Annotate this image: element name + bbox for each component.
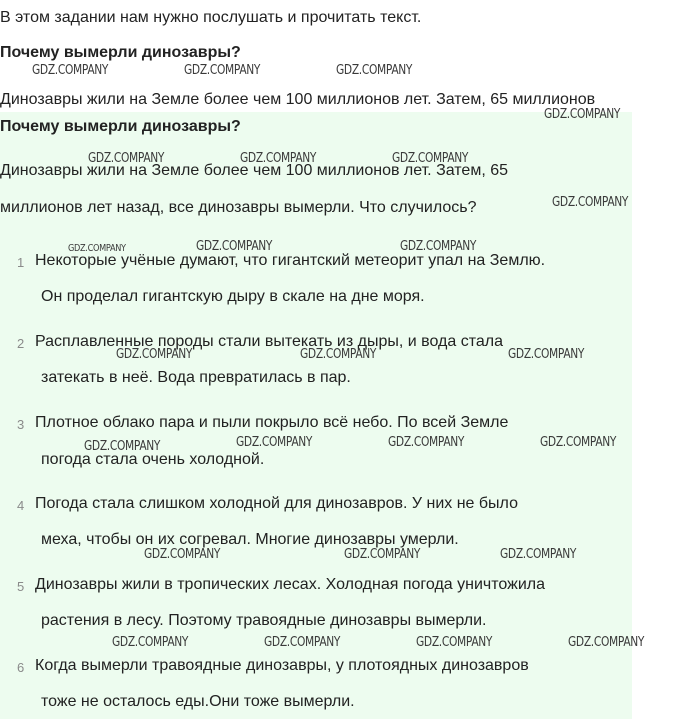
- item-line: растения в лесу. Поэтому травоядные динозавры вымерли.: [41, 612, 487, 629]
- item-number: 3: [17, 417, 25, 432]
- watermark: GDZ.COMPANY: [112, 635, 189, 650]
- item-line: Динозавры жили в тропических лесах. Холодная погода уничтожила: [35, 576, 545, 593]
- watermark: GDZ.COMPANY: [32, 63, 109, 78]
- watermark: GDZ.COMPANY: [552, 195, 629, 210]
- item-line: Погода стала слишком холодной для динозавров. У них не было: [35, 495, 518, 512]
- watermark: GDZ.COMPANY: [88, 151, 165, 166]
- watermark: GDZ.COMPANY: [236, 435, 313, 450]
- watermark: GDZ.COMPANY: [184, 63, 261, 78]
- watermark: GDZ.COMPANY: [540, 435, 617, 450]
- item-number: 5: [17, 579, 25, 594]
- item-number: 6: [17, 660, 25, 675]
- panel-paragraph-line: Динозавры жили на Земле более чем 100 миллионов лет. Затем, 65: [0, 162, 509, 179]
- item-line: Плотное облако пара и пыли покрыло всё небо. По всей Земле: [35, 414, 509, 431]
- watermark: GDZ.COMPANY: [416, 635, 493, 650]
- watermark: GDZ.COMPANY: [116, 347, 193, 362]
- panel-title: Почему вымерли динозавры?: [0, 118, 241, 135]
- top-sentence: Динозавры жили на Земле более чем 100 миллионов лет. Затем, 65 миллионов: [0, 91, 596, 108]
- item-line: Он проделал гигантскую дыру в скале на дне моря.: [41, 288, 425, 305]
- watermark: GDZ.COMPANY: [508, 347, 585, 362]
- item-line: тоже не осталось еды.Они тоже вымерли.: [41, 693, 355, 710]
- watermark: GDZ.COMPANY: [300, 347, 377, 362]
- watermark: GDZ.COMPANY: [344, 547, 421, 562]
- watermark: GDZ.COMPANY: [392, 151, 469, 166]
- watermark: GDZ.COMPANY: [388, 435, 465, 450]
- watermark: GDZ.COMPANY: [144, 547, 221, 562]
- intro-text: В этом задании нам нужно послушать и прочитать текст.: [0, 9, 422, 26]
- watermark: GDZ.COMPANY: [336, 63, 413, 78]
- watermark: GDZ.COMPANY: [568, 635, 645, 650]
- item-line: Когда вымерли травоядные динозавры, у плотоядных динозавров: [35, 657, 529, 674]
- item-line: затекать в неё. Вода превратилась в пар.: [41, 369, 351, 386]
- watermark: GDZ.COMPANY: [500, 547, 577, 562]
- item-number: 1: [17, 255, 25, 270]
- watermark: GDZ.COMPANY: [544, 107, 621, 122]
- item-line: меха, чтобы он их согревал. Многие динозавры умерли.: [41, 531, 459, 548]
- item-line: Расплавленные породы стали вытекать из дыры, и вода стала: [35, 333, 503, 350]
- watermark: GDZ.COMPANY: [68, 243, 126, 254]
- watermark: GDZ.COMPANY: [400, 239, 477, 254]
- item-number: 4: [17, 498, 25, 513]
- item-line: Некоторые учёные думают, что гигантский метеорит упал на Землю.: [35, 252, 546, 269]
- item-number: 2: [17, 336, 25, 351]
- item-line: погода стала очень холодной.: [41, 451, 265, 468]
- watermark: GDZ.COMPANY: [240, 151, 317, 166]
- top-title: Почему вымерли динозавры?: [0, 44, 241, 61]
- watermark: GDZ.COMPANY: [264, 635, 341, 650]
- watermark: GDZ.COMPANY: [84, 439, 161, 454]
- watermark: GDZ.COMPANY: [196, 239, 273, 254]
- panel-paragraph-line: миллионов лет назад, все динозавры вымерли. Что случилось?: [0, 199, 477, 216]
